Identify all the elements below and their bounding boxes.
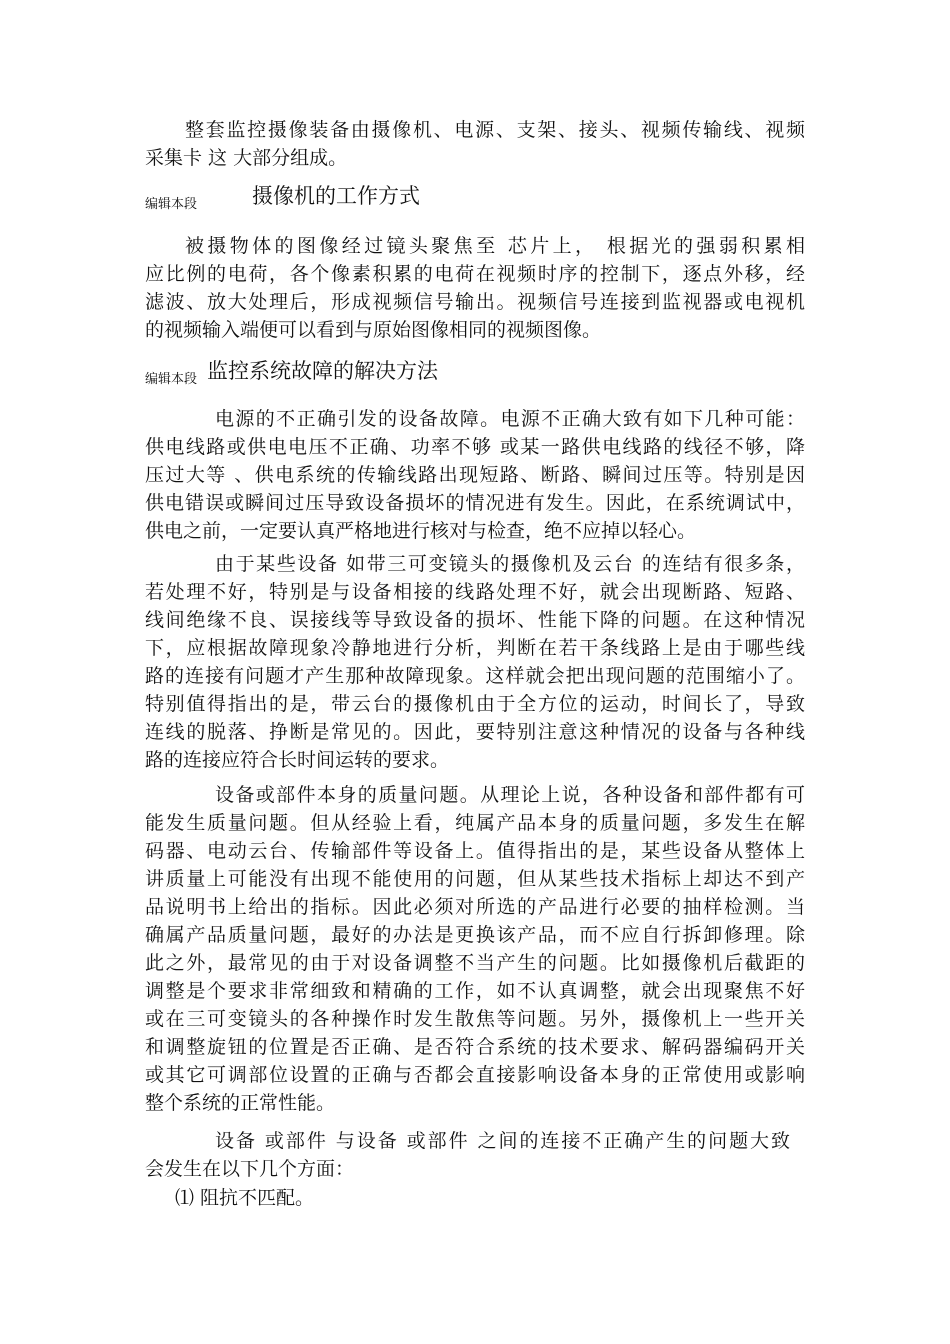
paragraph-line: 连线的脱落、挣断是常见的。因此，要特别注意这种情况的设备与各种线 xyxy=(145,721,805,743)
paragraph-line: 调整是个要求非常细致和精确的工作，如不认真调整，就会出现聚焦不好 xyxy=(145,980,805,1002)
paragraph-line: 会发生在以下几个方面： xyxy=(145,1158,355,1180)
paragraph-line: 路的连接应符合长时间运转的要求。 xyxy=(145,749,450,771)
paragraph-line: 供电之前，一定要认真严格地进行核对与检查，绝不应掉以轻心。 xyxy=(145,520,697,542)
intro-line: 采集卡 这 大部分组成。 xyxy=(145,147,348,169)
paragraph-line: 路的连接有问题才产生那种故障现象。这样就会把出现问题的范围缩小了。 xyxy=(145,665,805,687)
paragraph-line: 品说明书上给出的指标。因此必须对所选的产品进行必要的抽样检测。当 xyxy=(145,896,805,918)
paragraph-line: 压过大等 、供电系统的传输线路出现短路、断路、瞬间过压等。特别是因 xyxy=(145,464,805,486)
paragraph-line: 线间绝缘不良、误接线等导致设备的损坏、性能下降的问题。在这种情况 xyxy=(145,609,805,631)
edit-section-tag: 编辑本段 xyxy=(145,197,198,212)
paragraph-line: 或其它可调部位设置的正确与否都会直接影响设备本身的正常使用或影响 xyxy=(145,1064,805,1086)
paragraph-line: 能发生质量问题。但从经验上看，纯属产品本身的质量问题，多发生在解 xyxy=(145,812,805,834)
paragraph-line: 供电错误或瞬间过压导致设备损坏的情况进有发生。因此，在系统调试中， xyxy=(145,492,805,514)
paragraph-line: 码器、电动云台、传输部件等设备上。值得指出的是，某些设备从整体上 xyxy=(145,840,805,862)
paragraph-line: 电源的不正确引发的设备故障。电源不正确大致有如下几种可能： xyxy=(215,408,805,430)
edit-section-tag: 编辑本段 xyxy=(145,372,198,387)
paragraph-line: 特别值得指出的是，带云台的摄像机由于全方位的运动，时间长了，导致 xyxy=(145,693,805,715)
paragraph-line: 或在三可变镜头的各种操作时发生散焦等问题。另外，摄像机上一些开关 xyxy=(145,1008,805,1030)
paragraph-line: 供电线路或供电电压不正确、功率不够 或某一路供电线路的线径不够，降 xyxy=(145,436,805,458)
paragraph-line: 和调整旋钮的位置是否正确、是否符合系统的技术要求、解码器编码开关 xyxy=(145,1036,805,1058)
intro-line: 整套监控摄像装备由摄像机、电源、支架、接头、视频传输线、视频 xyxy=(185,119,805,141)
paragraph-line: 下，应根据故障现象冷静地进行分析，判断在若干条线路上是由于哪些线 xyxy=(145,637,805,659)
paragraph-line: 设备 或部件 与设备 或部件 之间的连接不正确产生的问题大致 xyxy=(215,1130,790,1152)
paragraph-line: 被摄物体的图像经过镜头聚焦至 芯片上， 根据光的强弱积累相 xyxy=(185,235,805,257)
paragraph-line: 应比例的电荷，各个像素积累的电荷在视频时序的控制下，逐点外移，经 xyxy=(145,263,805,285)
paragraph-line: 由于某些设备 如带三可变镜头的摄像机及云台 的连结有很多条， xyxy=(215,553,805,575)
paragraph-line: 若处理不好，特别是与设备相接的线路处理不好，就会出现断路、短路、 xyxy=(145,581,805,603)
paragraph-line: 此之外，最常见的由于对设备调整不当产生的问题。比如摄像机后截距的 xyxy=(145,952,805,974)
list-item: ⑴ 阻抗不匹配。 xyxy=(175,1187,315,1209)
paragraph-line: 讲质量上可能没有出现不能使用的问题，但从某些技术指标上却达不到产 xyxy=(145,868,805,890)
paragraph-line: 确属产品质量问题，最好的办法是更换该产品，而不应自行拆卸修理。除 xyxy=(145,924,805,946)
paragraph-line: 的视频输入端便可以看到与原始图像相同的视频图像。 xyxy=(145,319,602,341)
section-heading: 摄像机的工作方式 xyxy=(252,184,420,208)
paragraph-line: 设备或部件本身的质量问题。从理论上说，各种设备和部件都有可 xyxy=(215,784,805,806)
paragraph-line: 整个系统的正常性能。 xyxy=(145,1092,336,1114)
section-heading: 监控系统故障的解决方法 xyxy=(207,359,438,383)
paragraph-line: 滤波、放大处理后，形成视频信号输出。视频信号连接到监视器或电视机 xyxy=(145,291,805,313)
